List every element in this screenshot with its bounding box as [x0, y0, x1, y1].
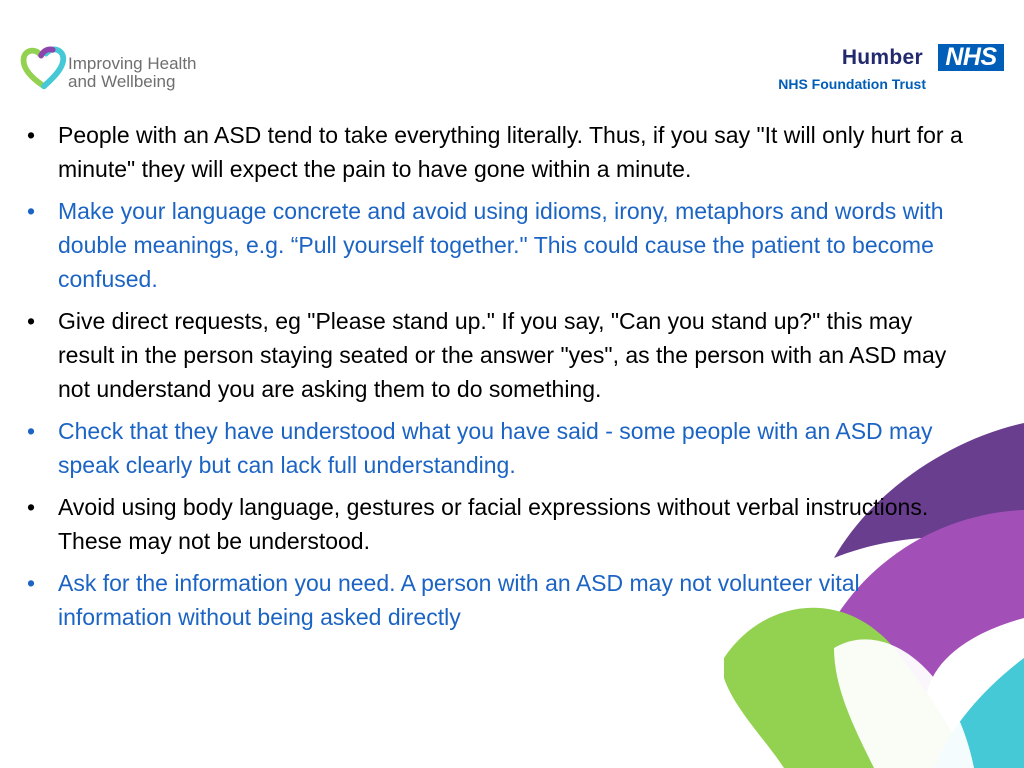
bullet-item: [25, 566, 965, 634]
heart-logo-icon: [20, 44, 68, 92]
bullet-text: Make your language concrete and avoid using idioms, irony, metaphors and words with double meanings, e.g. “Pull yourself together." This could cause the patient to become confused.: [58, 198, 944, 292]
bullet-list: [25, 118, 965, 634]
bullet-item: [25, 118, 965, 186]
bullet-dot: •: [27, 418, 36, 444]
logo-text: [68, 55, 197, 91]
bullet-dot: •: [27, 122, 36, 148]
bullet-dot: •: [27, 308, 36, 334]
bullet-item: [25, 414, 965, 482]
bullet-dot: •: [27, 494, 36, 520]
improving-health-logo: [20, 42, 220, 94]
bullet-text: Check that they have understood what you have said - some people with an ASD may speak clearly but can lack full understanding.: [58, 418, 933, 478]
org-name: Humber: [841, 46, 923, 69]
bullet-item: [25, 304, 965, 406]
slide-content: [25, 118, 965, 642]
trust-name: NHS Foundation Trust: [778, 76, 926, 92]
bullet-text: People with an ASD tend to take everything literally. Thus, if you say "It will only hurt for a minute" they will expect the pain to have gone within a minute.: [58, 122, 963, 182]
bullet-text: Give direct requests, eg "Please stand up." If you say, "Can you stand up?" this may result in the person staying seated or the answer "yes", as the person with an ASD may not understand you are asking them to do something.: [58, 308, 947, 402]
bullet-dot: •: [27, 570, 36, 596]
logo-text-line-2: and Wellbeing: [68, 72, 176, 91]
logo-text-line-1: Improving Health: [68, 54, 197, 73]
nhs-badge: NHS: [938, 44, 1004, 71]
bullet-text: Avoid using body language, gestures or facial expressions without verbal instructions. These may not be understood.: [58, 494, 929, 554]
humber-nhs-logo: [756, 42, 1006, 97]
bullet-item: [25, 490, 965, 558]
bullet-dot: •: [27, 198, 36, 224]
bullet-text: Ask for the information you need. A person with an ASD may not volunteer vital information without being asked directly: [58, 570, 860, 630]
bullet-item: [25, 194, 965, 296]
